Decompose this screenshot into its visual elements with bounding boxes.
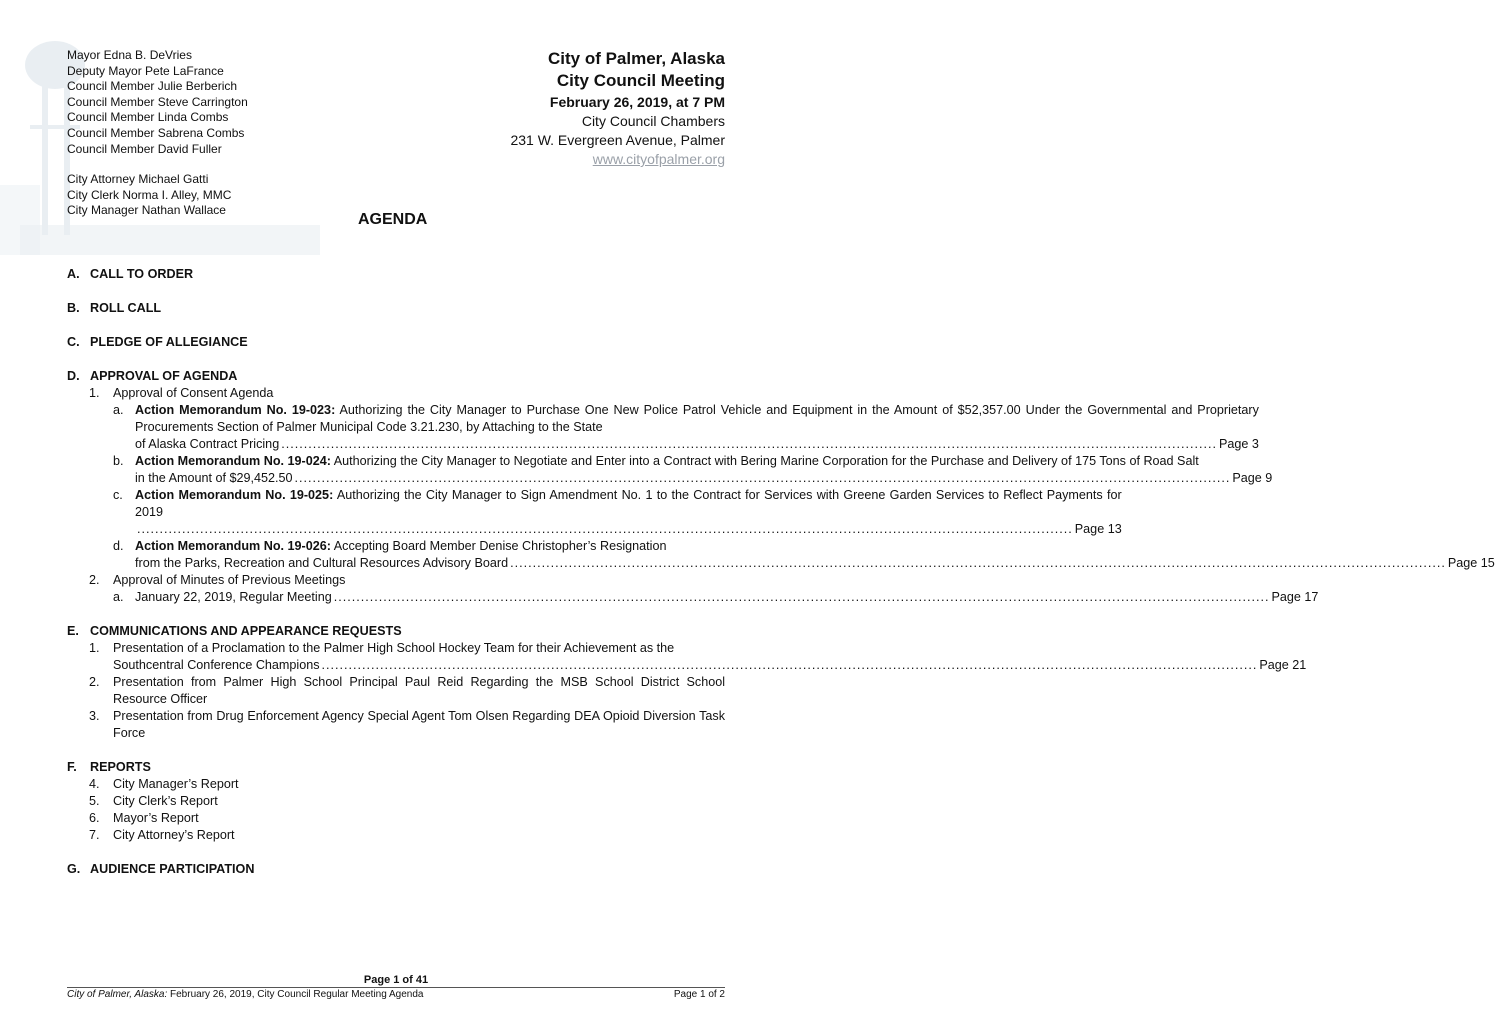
official-council-member: Council Member Julie Berberich <box>67 79 238 94</box>
list-item: 5. City Clerk’s Report <box>89 794 218 808</box>
council-roster <box>67 48 248 219</box>
meeting-address: 231 W. Evergreen Avenue, Palmer <box>510 132 725 148</box>
list-item: 7. City Attorney’s Report <box>89 828 235 842</box>
section-title: COMMUNICATIONS AND APPEARANCE REQUESTS <box>90 624 402 638</box>
meeting-date: February 26, 2019, at 7 PM <box>549 94 725 110</box>
memo-title[interactable]: Action Memorandum No. 19-026: <box>135 539 331 553</box>
list-item: c. Action Memorandum No. 19-025: Authorizing the City Manager to Sign Amendment No. 1 to the Contract for Services with Greene Garden Services to Reflect Payments for 2019 ..... Page 13 <box>67 487 725 538</box>
memo-title[interactable]: Action Memorandum No. 19-023: <box>135 403 336 417</box>
official-council-member: Council Member Linda Combs <box>67 110 229 125</box>
section-title: ROLL CALL <box>90 301 162 315</box>
meeting-heading <box>510 48 725 169</box>
list-item: 4. City Manager’s Report <box>89 777 239 791</box>
memo-title[interactable]: Action Memorandum No. 19-025: <box>135 488 334 502</box>
footer-left: City of Palmer, Alaska: February 26, 2019, City Council Regular Meeting Agenda <box>67 989 424 1000</box>
page-ref[interactable]: Page 17 <box>1271 590 1319 604</box>
list-item: 6. Mayor’s Report <box>89 811 199 825</box>
meeting-name: City Council Meeting <box>556 71 725 90</box>
agenda-body <box>67 266 1495 878</box>
section-approval-of-agenda: D. APPROVAL OF AGENDA <box>67 369 238 383</box>
page-ref[interactable]: Page 3 <box>1218 437 1259 451</box>
list-item: 2. Approval of Minutes of Previous Meetings <box>89 573 346 587</box>
official-city-attorney: City Attorney Michael Gatti <box>67 172 209 187</box>
page-ref[interactable]: Page 9 <box>1232 471 1273 485</box>
section-roll-call: B. ROLL CALL <box>67 301 162 315</box>
city-name: City of Palmer, Alaska <box>547 49 725 68</box>
agenda-title: AGENDA <box>358 211 428 228</box>
page-ref[interactable]: Page 15 <box>1447 556 1495 570</box>
memo-title[interactable]: Action Memorandum No. 19-024: <box>135 454 331 468</box>
website-link[interactable]: www.cityofpalmer.org <box>592 151 725 167</box>
official-city-manager: City Manager Nathan Wallace <box>67 203 226 218</box>
section-title: REPORTS <box>90 760 151 774</box>
page-counter: Page 1 of 41 <box>363 974 429 986</box>
list-item: d. Action Memorandum No. 19-026: Accepting Board Member Denise Christopher’s Resignation from the Parks, Recreation and Cultural Resources Advisory Board ..... Page 15 <box>67 538 725 572</box>
list-item: a. Action Memorandum No. 19-023: Authorizing the City Manager to Purchase One New Police Patrol Vehicle and Equipment in the Amount of $52,357.00 Under the Governmental and Proprietary Procurements Section of Palmer Municipal Code 3.21.230, by Attaching to the State of Alaska Contract Pricing ..... Page 3 <box>67 402 725 453</box>
official-council-member: Council Member Sabrena Combs <box>67 125 245 140</box>
section-title: AUDIENCE PARTICIPATION <box>90 862 255 876</box>
official-deputy-mayor: Deputy Mayor Pete LaFrance <box>67 63 224 78</box>
meeting-venue: City Council Chambers <box>581 113 725 129</box>
list-item: a. January 22, 2019, Regular Meeting ..... Page 17 <box>67 589 725 606</box>
official-council-member: Council Member David Fuller <box>67 141 222 156</box>
list-item: 3. Presentation from Drug Enforcement Agency Special Agent Tom Olsen Regarding DEA Opioid Diversion Task Force <box>89 709 725 740</box>
section-title: APPROVAL OF AGENDA <box>90 369 238 383</box>
page-ref[interactable]: Page 13 <box>1074 522 1122 536</box>
section-title: PLEDGE OF ALLEGIANCE <box>90 335 248 349</box>
section-audience-participation: G. AUDIENCE PARTICIPATION <box>67 862 255 876</box>
official-council-member: Council Member Steve Carrington <box>67 94 248 109</box>
section-communications: E. COMMUNICATIONS AND APPEARANCE REQUESTS <box>67 624 402 638</box>
list-item: 1. Presentation of a Proclamation to the Palmer High School Hockey Team for their Achievement as the Southcentral Conference Champions ..... Page 21 <box>67 640 725 674</box>
section-call-to-order: A. CALL TO ORDER <box>67 267 194 281</box>
official-mayor: Mayor Edna B. DeVries <box>67 48 192 62</box>
list-item: 2. Presentation from Palmer High School Principal Paul Reid Regarding the MSB School District School Resource Officer <box>89 675 725 706</box>
list-item: 1. Approval of Consent Agenda <box>89 386 274 400</box>
section-pledge: C. PLEDGE OF ALLEGIANCE <box>67 335 248 349</box>
section-reports: F. REPORTS <box>67 760 151 774</box>
list-item: b. Action Memorandum No. 19-024: Authorizing the City Manager to Negotiate and Enter into a Contract with Bering Marine Corporation for the Purchase and Delivery of 175 Tons of Road Salt in the Amount of $29,452.50 ..... Page 9 <box>67 453 725 487</box>
page-ref[interactable]: Page 21 <box>1259 658 1307 672</box>
section-title: CALL TO ORDER <box>90 267 194 281</box>
page-footer <box>67 975 725 1000</box>
footer-page: Page 1 of 2 <box>673 989 725 1000</box>
official-city-clerk: City Clerk Norma I. Alley, MMC <box>67 187 232 202</box>
